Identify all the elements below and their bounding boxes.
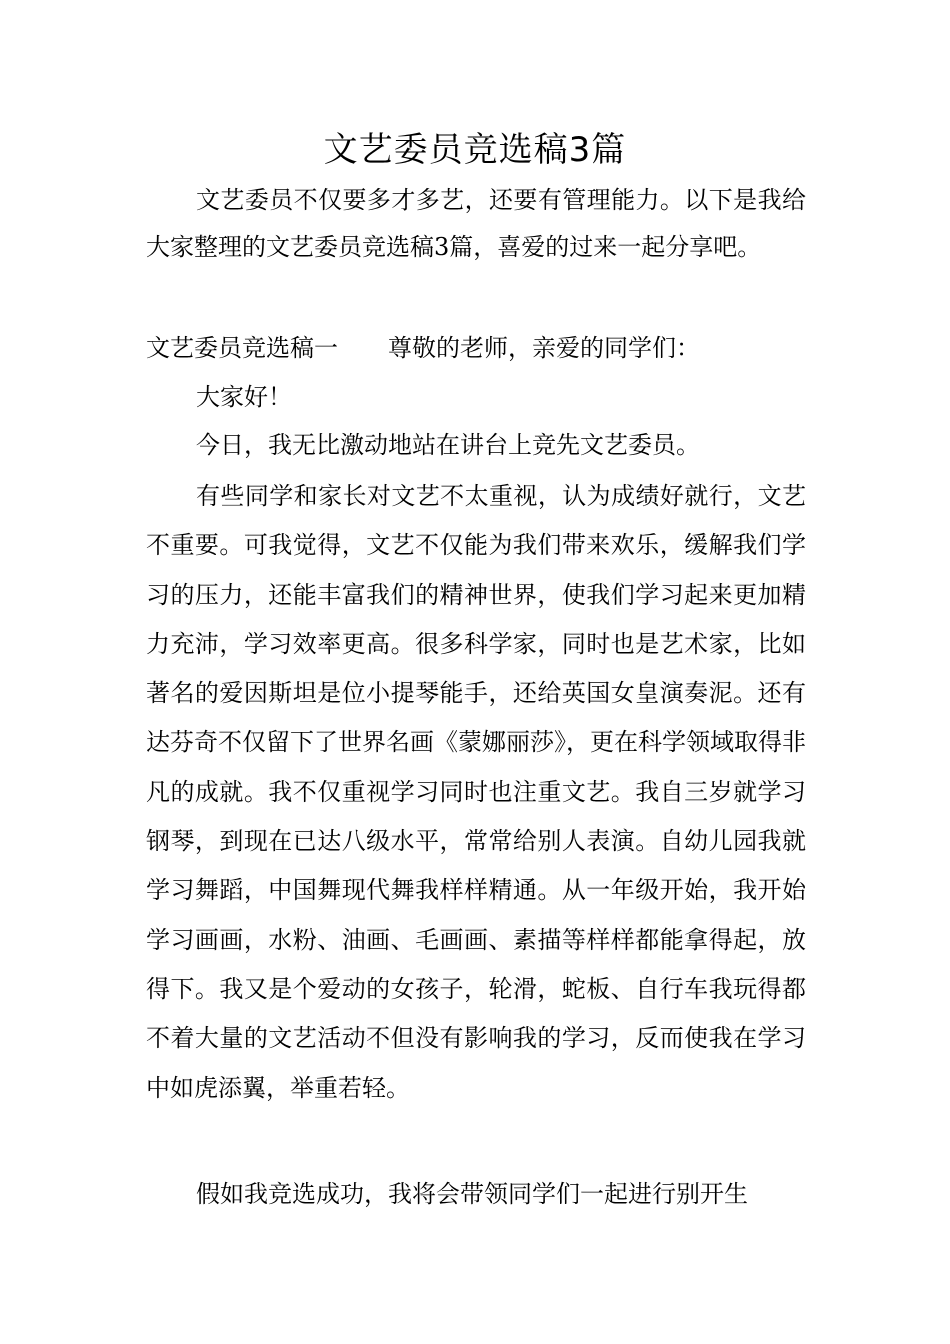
section-heading: 文艺委员竞选稿一 [146,334,338,362]
salutation: 尊敬的老师，亲爱的同学们： [388,334,700,362]
greeting-paragraph: 大家好！ [196,383,292,411]
today-paragraph: 今日，我无比激动地站在讲台上竞先文艺委员。 [196,431,700,459]
intro-paragraph: 文艺委员不仅要多才多艺，还要有管理能力。以下是我给大家整理的文艺委员竞选稿3篇，喜爱的过来一起分享吧。 [146,186,806,261]
last-paragraph: 假如我竞选成功，我将会带领同学们一起进行别开生 [196,1180,748,1208]
main-paragraph: 有些同学和家长对文艺不太重视，认为成绩好就行，文艺不重要。可我觉得，文艺不仅能为我们带来欢乐，缓解我们学习的压力，还能丰富我们的精神世界，使我们学习起来更加精力充沛，学习效率更高。很多科学家，同时也是艺术家，比如著名的爱因斯坦是位小提琴能手，还给英国女皇演奏泥。还有达芬奇不仅留下了世界名画《蒙娜丽莎》，更在科学领域取得非凡的成就。我不仅重视学习同时也注重文艺。我自三岁就学习钢琴，到现在已达八级水平，常常给别人表演。自幼儿园我就学习舞蹈，中国舞现代舞我样样精通。从一年级开始，我开始学习画画，水粉、油画、毛画画、素描等样样都能拿得起，放得下。我又是个爱动的女孩子，轮滑，蛇板、自行车我玩得都不着大量的文艺活动不但没有影响我的学习，反而使我在学习中如虎添翼，举重若轻。 [146,482,806,1102]
document-title: 文艺委员竞选稿3篇 [323,130,627,170]
section-heading-line [146,325,806,372]
